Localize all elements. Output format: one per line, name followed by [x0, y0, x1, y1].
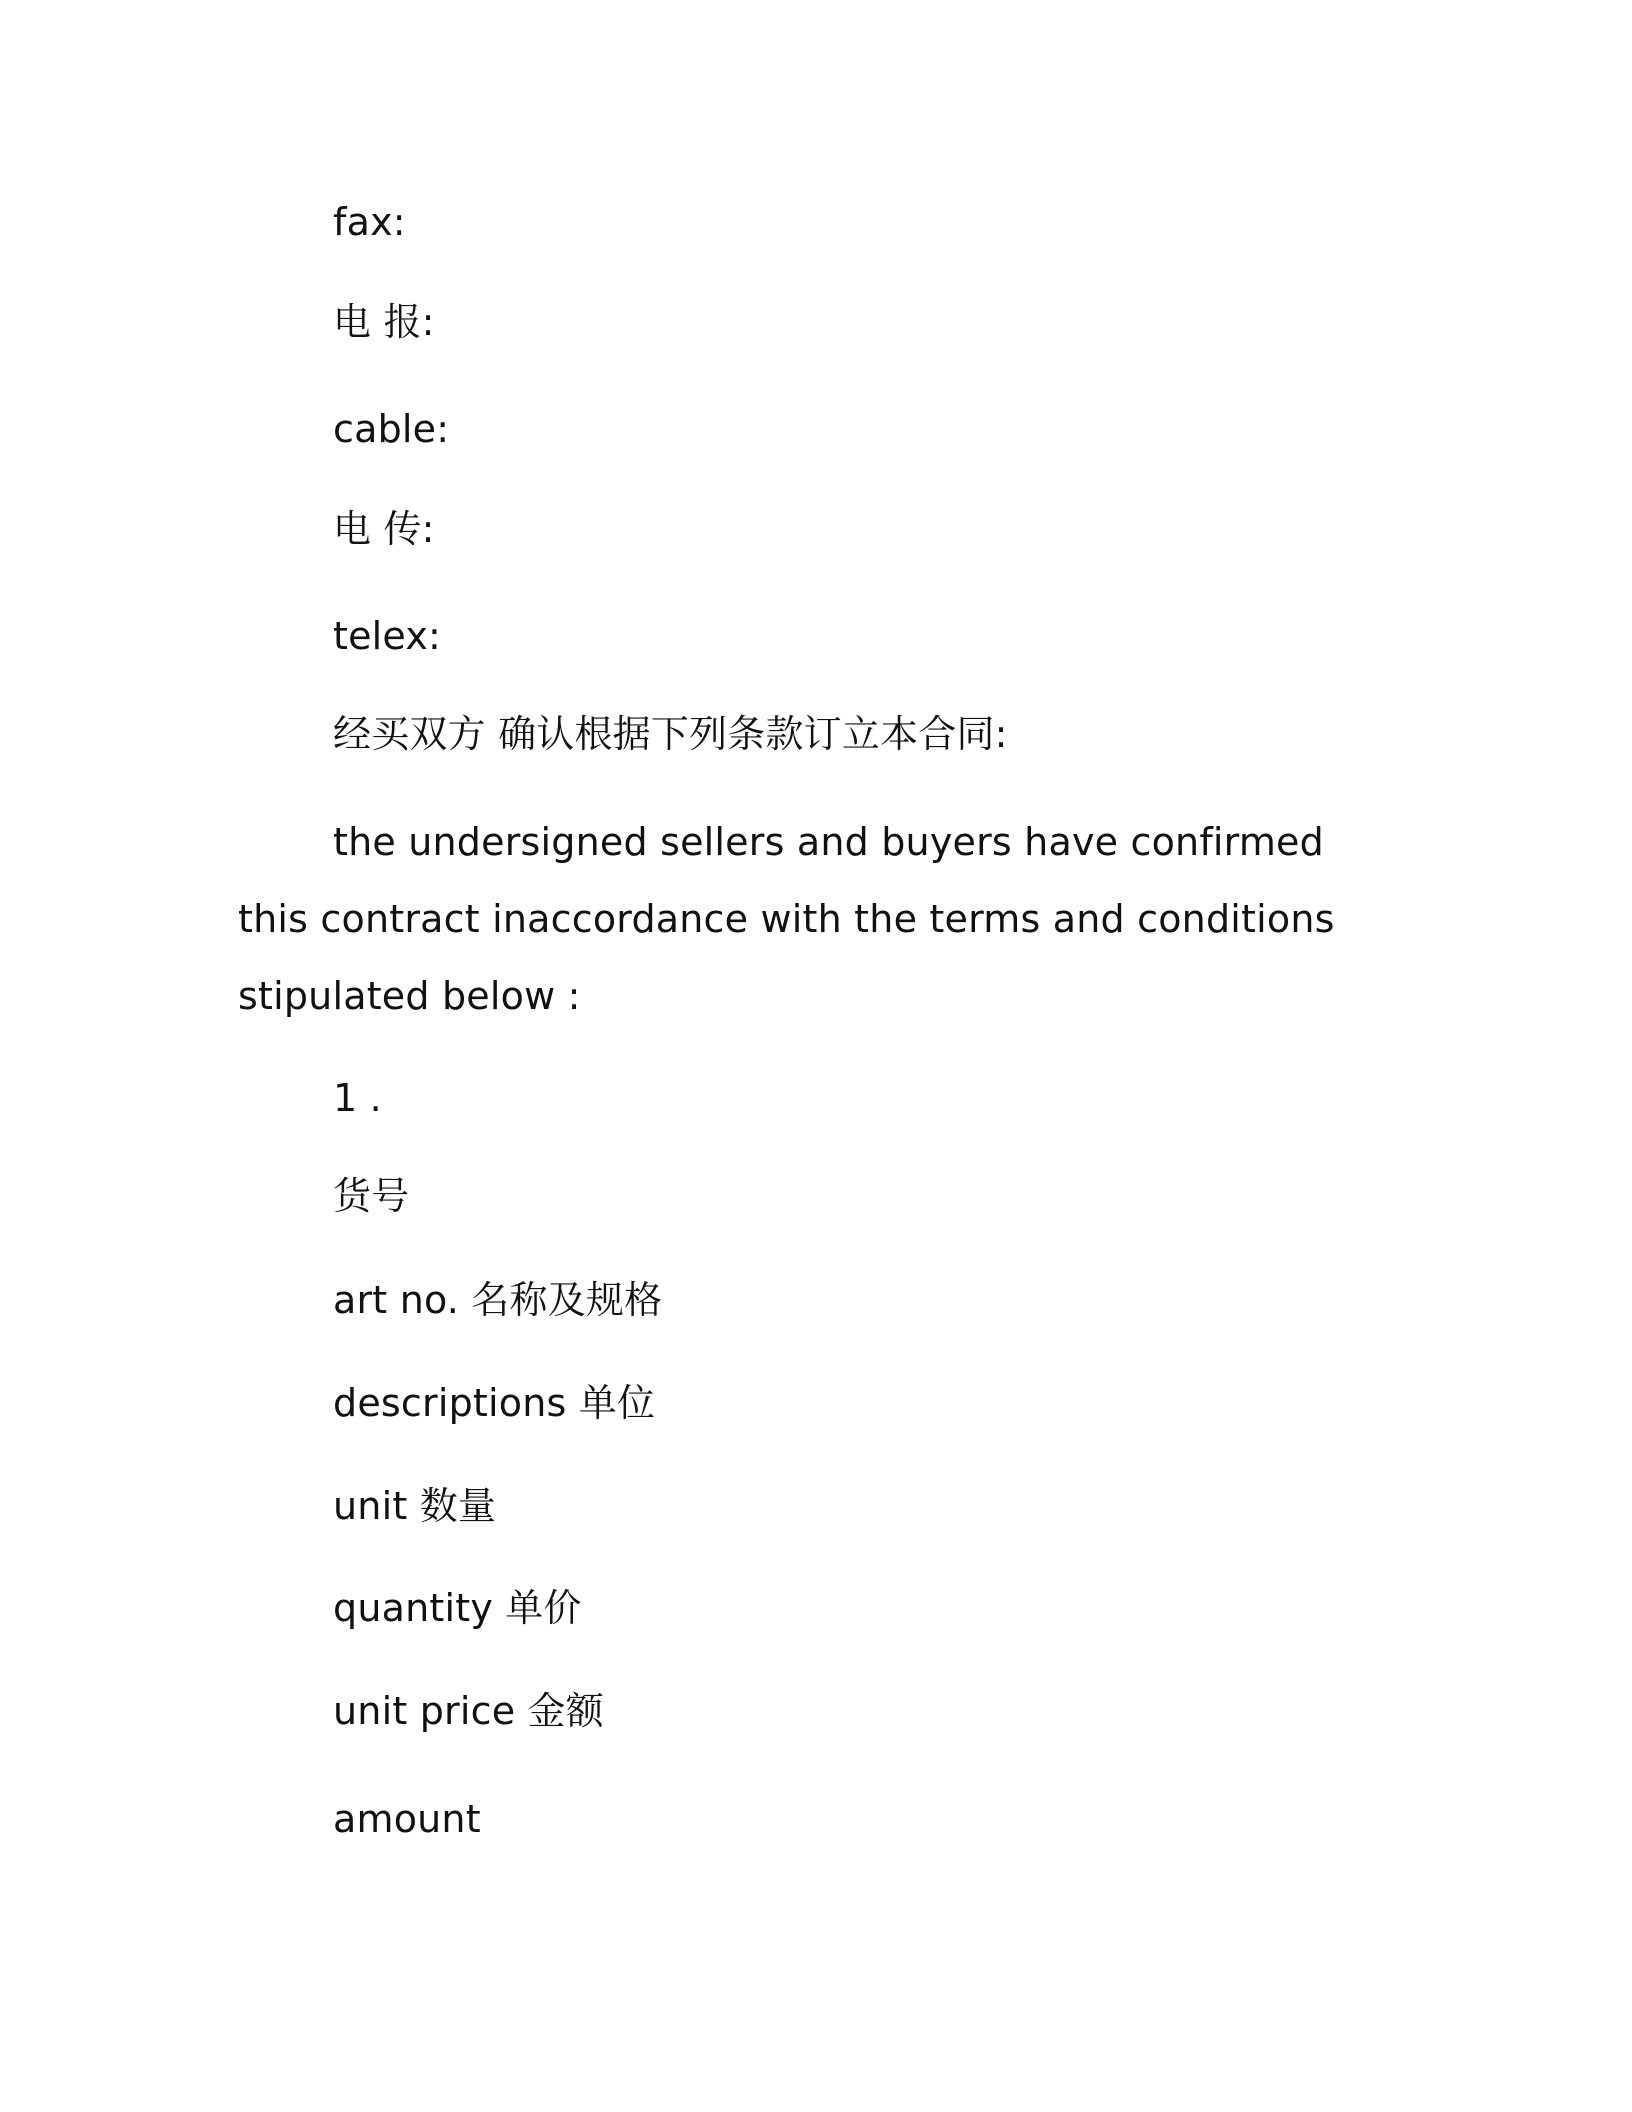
telex-cn-label: 电 传: — [333, 507, 435, 551]
art-no-cn-label: 货号 — [333, 1174, 410, 1218]
unit-label: unit 数量 — [333, 1484, 497, 1528]
quantity-label: quantity 单价 — [333, 1586, 582, 1630]
art-no-label: art no. 名称及规格 — [333, 1278, 663, 1322]
amount-label: amount — [333, 1797, 481, 1841]
cable-cn-label: 电 报: — [333, 300, 435, 344]
confirm-en-paragraph: the undersigned sellers and buyers have confirmed this contract inaccordance with the terms and conditions stipulated below : — [238, 820, 1335, 1018]
confirm-cn-text: 经买双方 确认根据下列条款订立本合同: — [333, 712, 1008, 756]
descriptions-label: descriptions 单位 — [333, 1381, 656, 1425]
cable-label: cable: — [333, 407, 450, 451]
unit-price-label: unit price 金额 — [333, 1689, 604, 1733]
fax-label: fax: — [333, 200, 406, 244]
item-number: 1 . — [333, 1076, 382, 1120]
telex-label: telex: — [333, 614, 442, 658]
